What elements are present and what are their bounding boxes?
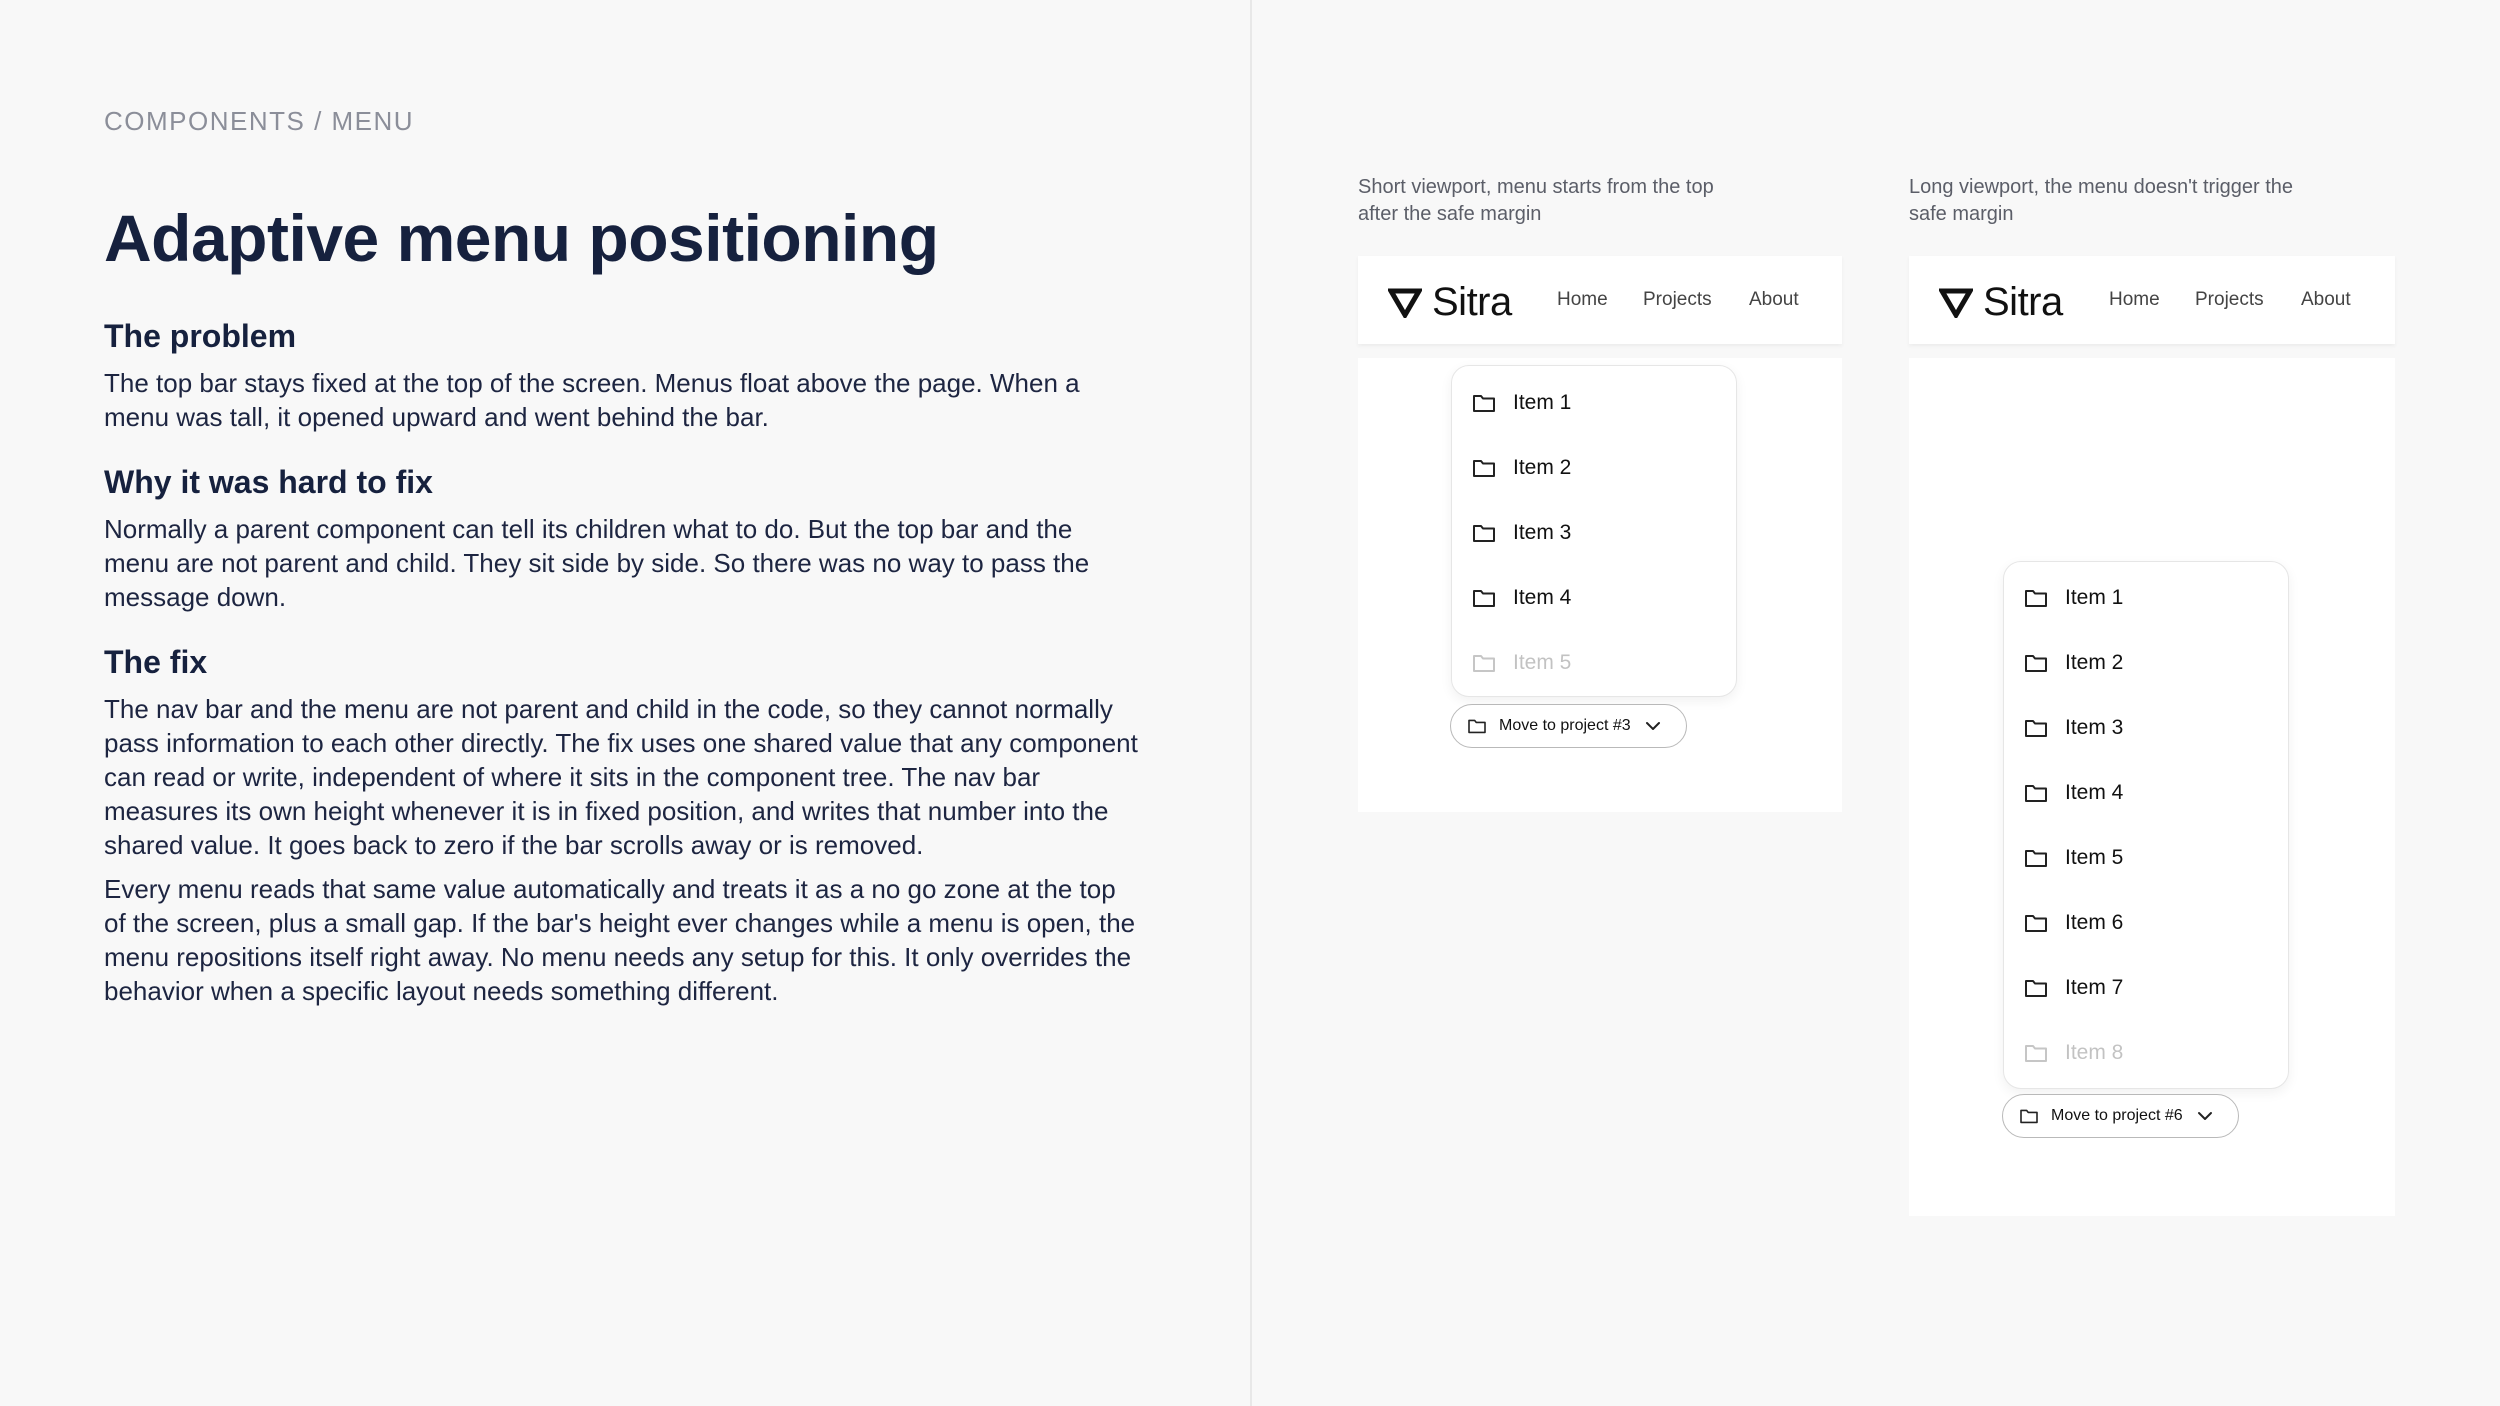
section-why-hard <box>104 462 1144 614</box>
nav-link-about[interactable]: About <box>1749 289 1799 310</box>
folder-icon <box>2024 718 2048 738</box>
menu-item-label: Item 4 <box>2065 781 2124 804</box>
folder-icon <box>2024 913 2048 933</box>
folder-icon <box>1472 588 1496 608</box>
brand-name: Sitra <box>1432 280 1512 324</box>
menu-item-label: Item 3 <box>1513 521 1572 544</box>
folder-icon <box>2019 1108 2039 1124</box>
nav-link-about[interactable]: About <box>2301 289 2351 310</box>
section-paragraph: Every menu reads that same value automatically and treats it as a no go zone at the top of the screen, plus a small gap. If the bar's height ever changes while a menu is open, the menu repositions itself right away. No menu needs any setup for this. It only overrides the behavior when a specific layout needs something different. <box>104 874 1136 1006</box>
menu-item[interactable] <box>2024 583 2123 613</box>
menu-item[interactable] <box>1472 453 1571 483</box>
menu-item[interactable] <box>1472 518 1571 548</box>
menu-item[interactable] <box>2024 648 2123 678</box>
menu-item[interactable] <box>2024 973 2123 1003</box>
content <box>104 316 1144 1036</box>
button-label: Move to project #6 <box>2051 1107 2183 1124</box>
menu-item[interactable] <box>2024 713 2123 743</box>
menu-item-label: Item 7 <box>2065 976 2124 999</box>
section-paragraph: Normally a parent component can tell its children what to do. But the top bar and the menu are not parent and child. They sit side by side. So there was no way to pass the message down. <box>104 514 1090 612</box>
folder-icon <box>2024 848 2048 868</box>
button-label: Move to project #3 <box>1499 717 1631 734</box>
demo-caption-short: Short viewport, menu starts from the top after the safe margin <box>1358 176 1714 225</box>
folder-icon <box>1472 458 1496 478</box>
folder-icon <box>2024 978 2048 998</box>
section-heading: Why it was hard to fix <box>104 464 433 500</box>
menu-item-label: Item 2 <box>1513 456 1572 479</box>
menu-item-label: Item 1 <box>1513 391 1572 414</box>
move-to-project-button[interactable] <box>1450 704 1687 748</box>
nav-link-home[interactable]: Home <box>2109 289 2160 310</box>
column-divider <box>1250 0 1252 1406</box>
chevron-down-icon <box>1645 721 1661 731</box>
menu-item[interactable] <box>1472 583 1571 613</box>
section-paragraph: The nav bar and the menu are not parent and child in the code, so they cannot normally pass information to each other directly. The fix uses one shared value that any component can read or write, independent of where it sits in the component tree. The nav bar measures its own height whenever it is in fixed position, and writes that number into the shared value. It goes back to zero if the bar scrolls away or is removed. <box>104 694 1138 860</box>
nav-link-projects[interactable]: Projects <box>1643 289 1712 310</box>
page-title: Adaptive menu positioning <box>104 201 939 275</box>
brand-name: Sitra <box>1983 280 2063 324</box>
menu-item[interactable] <box>1472 648 1571 678</box>
menu-item-label: Item 1 <box>2065 586 2124 609</box>
section-problem <box>104 316 1144 434</box>
menu-item[interactable] <box>2024 843 2123 873</box>
section-heading: The problem <box>104 318 297 354</box>
dropdown-menu-short <box>1451 365 1737 697</box>
section-fix <box>104 642 1144 1008</box>
menu-item[interactable] <box>2024 908 2123 938</box>
nav-bar-long <box>1909 256 2395 344</box>
triangle-logo-icon <box>1388 288 1422 318</box>
chevron-down-icon <box>2197 1111 2213 1121</box>
section-paragraph: The top bar stays fixed at the top of the screen. Menus float above the page. When a menu was tall, it opened upward and went behind the bar. <box>104 368 1080 432</box>
menu-item-label: Item 5 <box>1513 651 1572 674</box>
dropdown-menu-long <box>2003 561 2289 1089</box>
menu-item-label: Item 4 <box>1513 586 1572 609</box>
folder-icon <box>1467 718 1487 734</box>
menu-item-label: Item 3 <box>2065 716 2124 739</box>
demo-caption-long: Long viewport, the menu doesn't trigger the safe margin <box>1909 176 2294 225</box>
menu-item-label: Item 6 <box>2065 911 2124 934</box>
menu-item[interactable] <box>2024 1038 2123 1068</box>
triangle-logo-icon <box>1939 288 1973 318</box>
folder-icon <box>1472 523 1496 543</box>
folder-icon <box>2024 653 2048 673</box>
move-to-project-button[interactable] <box>2002 1094 2239 1138</box>
menu-item[interactable] <box>1472 388 1571 418</box>
section-heading: The fix <box>104 644 208 680</box>
folder-icon <box>2024 1043 2048 1063</box>
nav-link-home[interactable]: Home <box>1557 289 1608 310</box>
menu-item-label: Item 5 <box>2065 846 2124 869</box>
nav-bar-short <box>1358 256 1842 344</box>
folder-icon <box>2024 783 2048 803</box>
folder-icon <box>1472 653 1496 673</box>
menu-item[interactable] <box>2024 778 2123 808</box>
folder-icon <box>1472 393 1496 413</box>
breadcrumb: COMPONENTS / MENU <box>104 106 415 136</box>
folder-icon <box>2024 588 2048 608</box>
logo[interactable] <box>1388 280 1512 325</box>
menu-item-label: Item 2 <box>2065 651 2124 674</box>
menu-item-label: Item 8 <box>2065 1041 2124 1064</box>
nav-link-projects[interactable]: Projects <box>2195 289 2264 310</box>
logo[interactable] <box>1939 280 2063 325</box>
